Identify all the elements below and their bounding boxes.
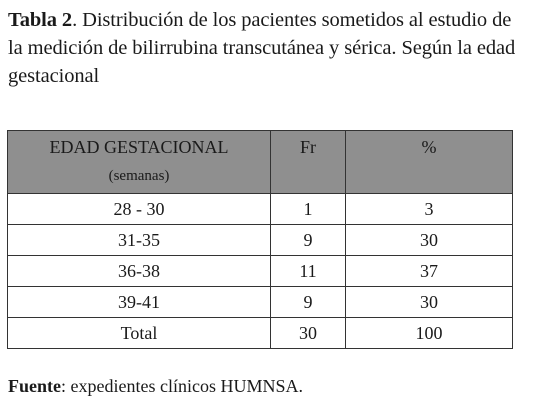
cell-percent: 30 bbox=[346, 225, 513, 256]
table-row bbox=[8, 194, 513, 225]
header-frequency bbox=[271, 131, 346, 194]
table-caption bbox=[8, 6, 528, 90]
cell-percent: 30 bbox=[346, 287, 513, 318]
header-age-label: EDAD GESTACIONAL bbox=[49, 137, 229, 157]
cell-percent: 100 bbox=[346, 318, 513, 349]
cell-age: 39-41 bbox=[8, 287, 271, 318]
caption-text: . Distribución de los pacientes sometidos al estudio de la medición de bilirrubina transcutánea y sérica. Según la edad gestacional bbox=[8, 9, 516, 87]
cell-age: 31-35 bbox=[8, 225, 271, 256]
header-percent-label: % bbox=[421, 137, 437, 157]
table-row bbox=[8, 225, 513, 256]
source-note bbox=[8, 376, 303, 397]
cell-frequency: 9 bbox=[271, 287, 346, 318]
caption-label: Tabla 2 bbox=[8, 9, 73, 31]
cell-frequency: 11 bbox=[271, 256, 346, 287]
data-table bbox=[7, 130, 513, 349]
cell-age: 28 - 30 bbox=[8, 194, 271, 225]
header-frequency-label: Fr bbox=[299, 137, 316, 157]
header-gestational-age bbox=[8, 131, 271, 194]
table-total-row bbox=[8, 318, 513, 349]
cell-percent: 3 bbox=[346, 194, 513, 225]
source-text: : expedientes clínicos HUMNSA. bbox=[61, 376, 303, 396]
cell-percent: 37 bbox=[346, 256, 513, 287]
cell-frequency: 9 bbox=[271, 225, 346, 256]
table-header-row bbox=[8, 131, 513, 194]
table-row bbox=[8, 256, 513, 287]
cell-frequency: 30 bbox=[271, 318, 346, 349]
cell-age: 36-38 bbox=[8, 256, 271, 287]
header-age-unit: (semanas) bbox=[108, 168, 170, 184]
table-row bbox=[8, 287, 513, 318]
cell-age: Total bbox=[8, 318, 271, 349]
header-percent bbox=[346, 131, 513, 194]
cell-frequency: 1 bbox=[271, 194, 346, 225]
source-label: Fuente bbox=[8, 376, 61, 396]
